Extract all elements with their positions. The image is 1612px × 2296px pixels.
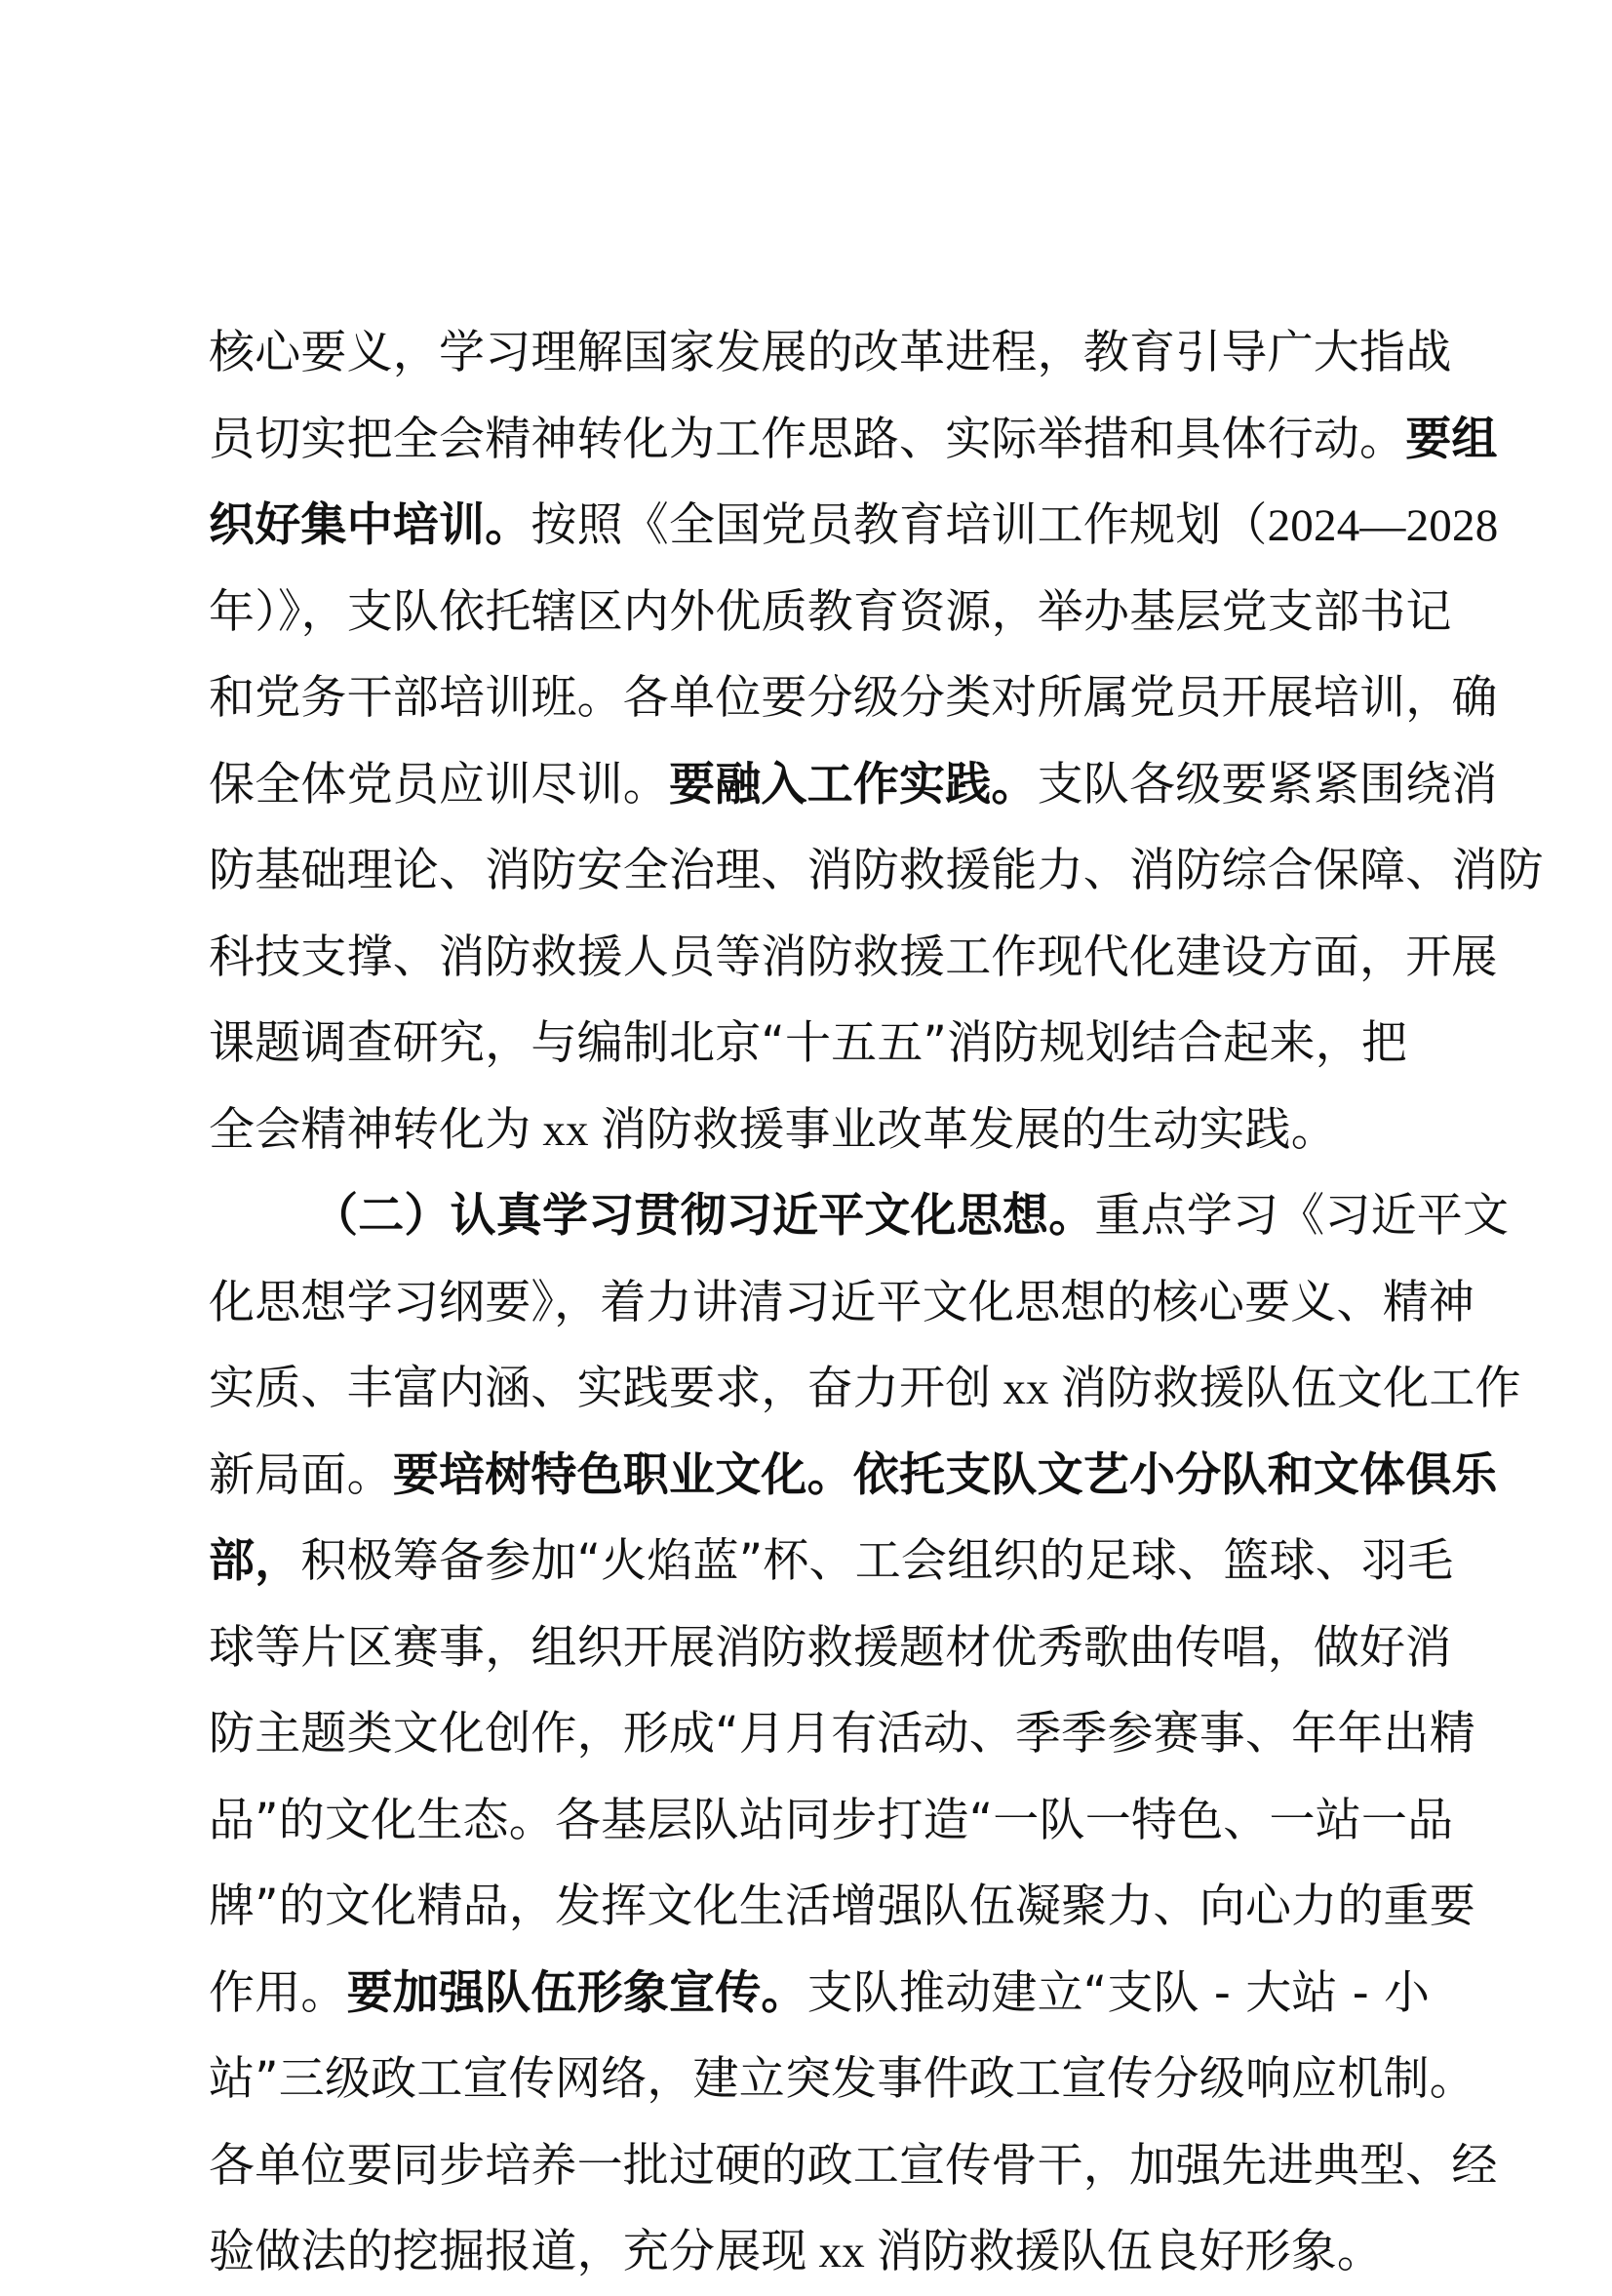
text-line (209, 1088, 1418, 1174)
bold-text-segment: 要融入工作实践。 (669, 757, 1038, 812)
text-segment: 支队各级要紧紧围绕消 (1037, 757, 1498, 812)
bold-text-segment: 织好集中培训。 (209, 498, 531, 552)
text-line (209, 1778, 1454, 1865)
text-line (209, 1605, 1452, 1692)
text-segment: 防主题类文化创作，形成“月月有活动、季季参赛事、年年出精 (209, 1707, 1475, 1761)
text-line (209, 1433, 1498, 1520)
text-segment: 保全体党员应训尽训。 (209, 757, 669, 812)
text-segment: xx (531, 1104, 601, 1156)
text-line (209, 655, 1498, 742)
bold-text-segment: 要组 (1405, 412, 1498, 466)
text-line (209, 1951, 1431, 2038)
text-line (209, 1173, 1510, 1260)
text-line (209, 1864, 1475, 1951)
text-segment: 全会精神转化为 (209, 1102, 531, 1157)
text-line (209, 828, 1544, 915)
text-line (209, 310, 1452, 397)
bold-text-segment: 要加强队伍形象宣传。 (346, 1965, 807, 2020)
text-segment: 按照《全国党员教育培训工作规划（ (531, 498, 1268, 552)
bold-text-segment: （二）认真学习贯彻习近平文化思想。 (312, 1189, 1095, 1243)
text-segment: 消防救援队伍文化工作 (1060, 1362, 1521, 1415)
text-line (209, 1260, 1475, 1347)
bold-text-segment: 要培树特色职业文化。依托支队文艺小分队和文体俱乐 (392, 1447, 1498, 1502)
text-line (209, 397, 1498, 484)
text-line (209, 2037, 1475, 2123)
text-line (209, 1691, 1475, 1778)
text-segment: xx (991, 1364, 1061, 1414)
text-segment: 实质、丰富内涵、实践要求，奋力开创 (209, 1362, 992, 1415)
bold-text-segment: 部， (209, 1534, 301, 1588)
text-segment: 化思想学习纲要》，着力讲清习近平文化思想的核心要义、精神 (209, 1275, 1475, 1329)
body-text (209, 310, 1544, 2296)
text-segment: 核心要义，学习理解国家发展的改革进程，教育引导广大指战 (209, 326, 1452, 379)
text-segment: 品”的文化生态。各基层队站同步打造“一队一特色、一站一品 (209, 1793, 1454, 1847)
text-segment: 验做法的挖掘报道，充分展现 (209, 2225, 807, 2278)
text-line (209, 2209, 1418, 2296)
text-line (209, 2123, 1498, 2210)
text-line (209, 1519, 1454, 1605)
text-segment: 防基础理论、消防安全治理、消防救援能力、消防综合保障、消防 (209, 844, 1544, 897)
text-line (209, 742, 1498, 829)
text-line (209, 1346, 1521, 1433)
text-segment: 作用。 (209, 1965, 347, 2020)
text-segment: 重点学习《习近平文 (1094, 1189, 1510, 1243)
text-segment: xx (806, 2227, 877, 2277)
text-segment: 年）》，支队依托辖区内外优质教育资源，举办基层党支部书记 (209, 584, 1452, 639)
text-line (209, 483, 1499, 570)
text-segment: 消防救援事业改革发展的生动实践。 (600, 1102, 1337, 1157)
text-line (209, 570, 1452, 656)
text-segment: 球等片区赛事，组织开展消防救援题材优秀歌曲传唱，做好消 (209, 1620, 1452, 1675)
text-segment: 牌”的文化精品，发挥文化生活增强队伍凝聚力、向心力的重要 (209, 1880, 1475, 1933)
text-segment: 员切实把全会精神转化为工作思路、实际举措和具体行动。 (209, 412, 1406, 466)
text-segment: 支队推动建立“支队 - 大站 - 小 (806, 1965, 1431, 2020)
text-segment: 站”三级政工宣传网络，建立突发事件政工宣传分级响应机制。 (209, 2052, 1475, 2106)
text-segment: 2024—2028 (1267, 500, 1499, 551)
text-segment: 课题调查研究，与编制北京“十五五”消防规划结合起来，把 (209, 1016, 1408, 1070)
text-line (209, 1001, 1418, 1088)
text-segment: 消防救援队伍良好形象。 (876, 2225, 1384, 2278)
text-segment: 新局面。 (209, 1447, 393, 1502)
text-segment: 科技支撑、消防救援人员等消防救援工作现代化建设方面，开展 (209, 930, 1498, 984)
text-segment: 各单位要同步培养一批过硬的政工宣传骨干，加强先进典型、经 (209, 2138, 1498, 2193)
text-segment: 和党务干部培训班。各单位要分级分类对所属党员开展培训，确 (209, 671, 1498, 725)
text-line (209, 915, 1498, 1002)
text-segment: 积极筹备参加“火焰蓝”杯、工会组织的足球、篮球、羽毛 (300, 1534, 1454, 1588)
